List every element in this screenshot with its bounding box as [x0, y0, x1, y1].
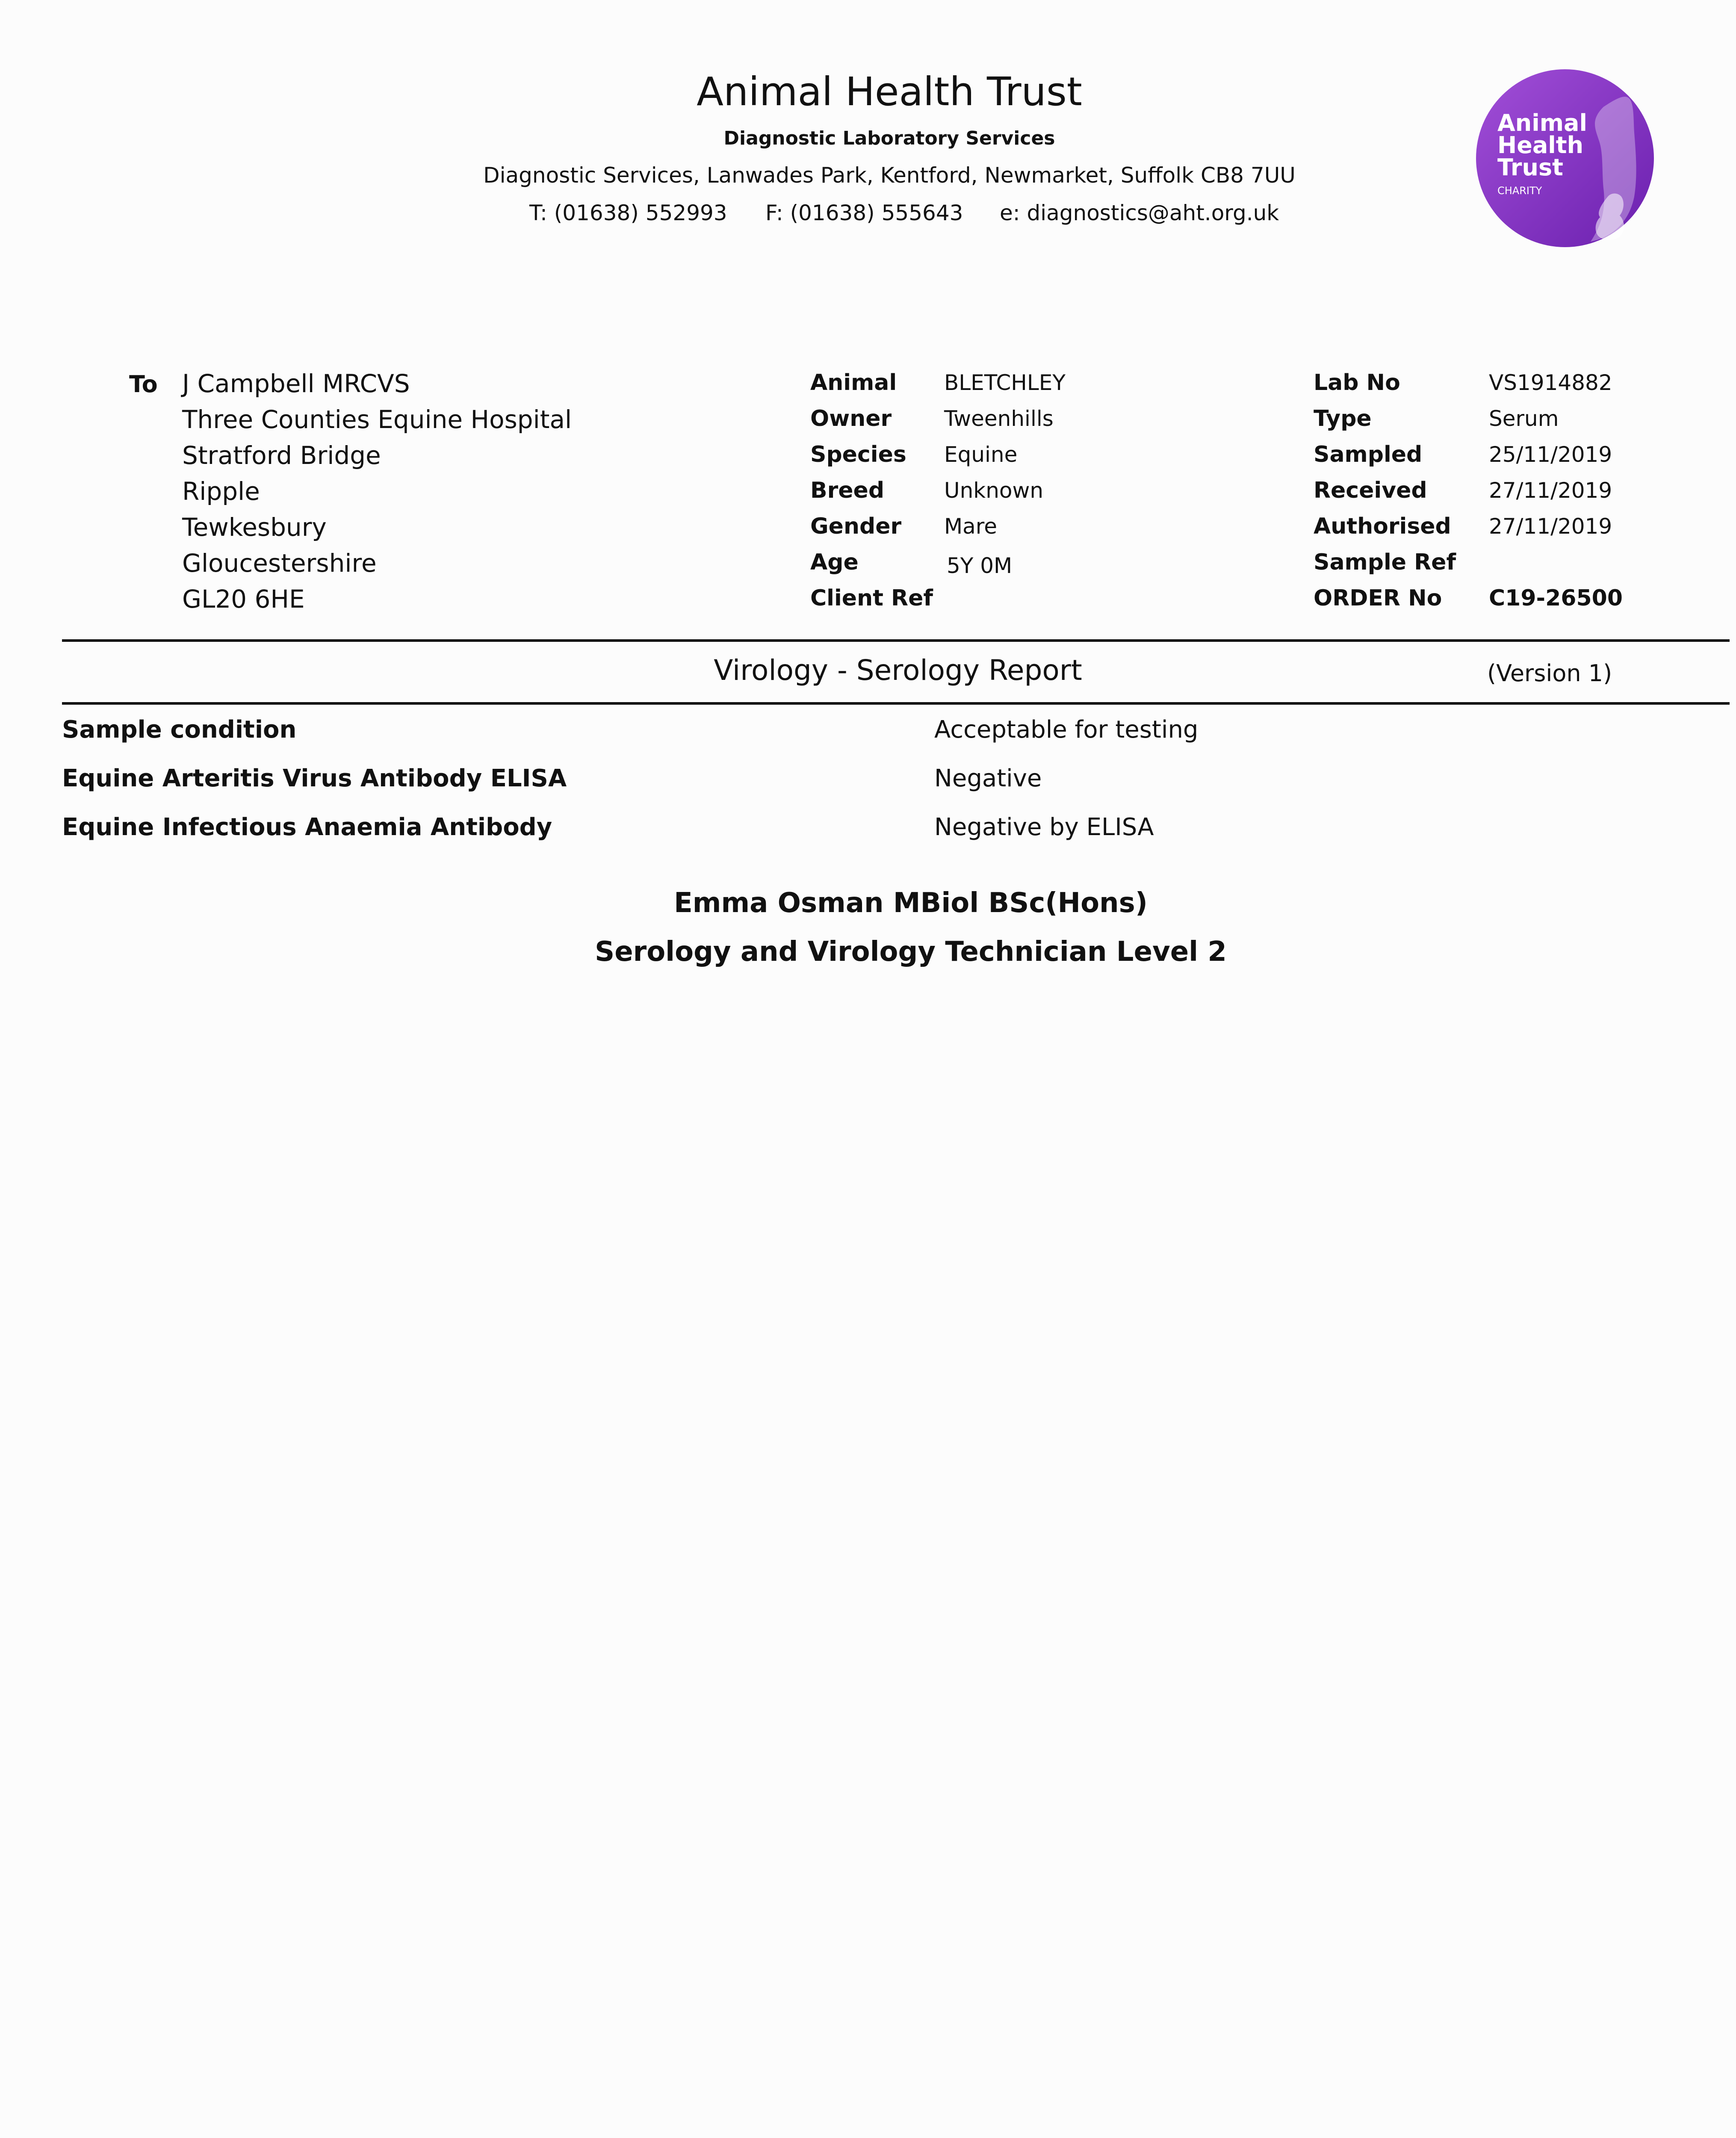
sampled-value: 25/11/2019 [1489, 442, 1612, 467]
order-no-label: ORDER No [1314, 585, 1442, 611]
signatory-name: Emma Osman MBiol BSc(Hons) [674, 887, 1148, 919]
logo-line-animal: Animal [1497, 109, 1587, 136]
contact-phone: T: (01638) 552993 [529, 201, 727, 225]
result-value: Negative [934, 765, 1042, 792]
logo-line-charity: CHARITY [1497, 185, 1542, 197]
contact-fax: F: (01638) 555643 [765, 201, 963, 225]
result-value: Negative by ELISA [934, 813, 1154, 841]
recipient-line: Gloucestershire [182, 549, 377, 578]
sampled-label: Sampled [1314, 442, 1423, 467]
report-version: (Version 1) [1487, 660, 1612, 687]
received-value: 27/11/2019 [1489, 478, 1612, 503]
authorised-value: 27/11/2019 [1489, 514, 1612, 539]
owner-label: Owner [810, 406, 892, 431]
age-value: 5Y 0M [947, 553, 1013, 578]
to-label: To [129, 371, 158, 398]
result-value: Acceptable for testing [934, 716, 1199, 744]
signatory-role: Serology and Virology Technician Level 2 [595, 936, 1227, 968]
org-subtitle: Diagnostic Laboratory Services [723, 127, 1055, 149]
client-ref-label: Client Ref [810, 585, 933, 611]
age-label: Age [810, 549, 859, 575]
logo-line-trust: Trust [1497, 154, 1563, 181]
animal-value: BLETCHLEY [944, 370, 1066, 395]
contact-email[interactable]: e: diagnostics@aht.org.uk [1000, 201, 1279, 225]
gender-label: Gender [810, 514, 902, 539]
authorised-label: Authorised [1314, 514, 1451, 539]
result-label: Equine Infectious Anaemia Antibody [62, 813, 552, 841]
recipient-line: J Campbell MRCVS [182, 369, 410, 398]
divider-top [62, 639, 1730, 642]
lab-no-value: VS1914882 [1489, 370, 1612, 395]
result-label: Equine Arteritis Virus Antibody ELISA [62, 765, 567, 792]
breed-value: Unknown [944, 478, 1044, 503]
gender-value: Mare [944, 514, 997, 539]
org-address: Diagnostic Services, Lanwades Park, Kentford, Newmarket, Suffolk CB8 7UU [483, 163, 1296, 188]
species-label: Species [810, 442, 906, 467]
recipient-line: Ripple [182, 477, 260, 506]
received-label: Received [1314, 478, 1427, 503]
logo-line-health: Health [1497, 132, 1584, 159]
recipient-line: GL20 6HE [182, 585, 305, 614]
recipient-line: Stratford Bridge [182, 441, 381, 470]
type-value: Serum [1489, 406, 1559, 431]
species-value: Equine [944, 442, 1018, 467]
report-title: Virology - Serology Report [714, 654, 1082, 687]
result-label: Sample condition [62, 716, 297, 744]
divider-bottom [62, 702, 1730, 705]
aht-logo [1475, 68, 1655, 248]
owner-value: Tweenhills [944, 406, 1054, 431]
org-title: Animal Health Trust [697, 69, 1082, 115]
order-no-value: C19-26500 [1489, 585, 1623, 611]
lab-no-label: Lab No [1314, 370, 1400, 396]
animal-label: Animal [810, 370, 897, 396]
recipient-line: Tewkesbury [182, 513, 327, 542]
breed-label: Breed [810, 478, 885, 503]
type-label: Type [1314, 406, 1372, 431]
recipient-line: Three Counties Equine Hospital [182, 405, 572, 434]
sample-ref-label: Sample Ref [1314, 549, 1456, 575]
